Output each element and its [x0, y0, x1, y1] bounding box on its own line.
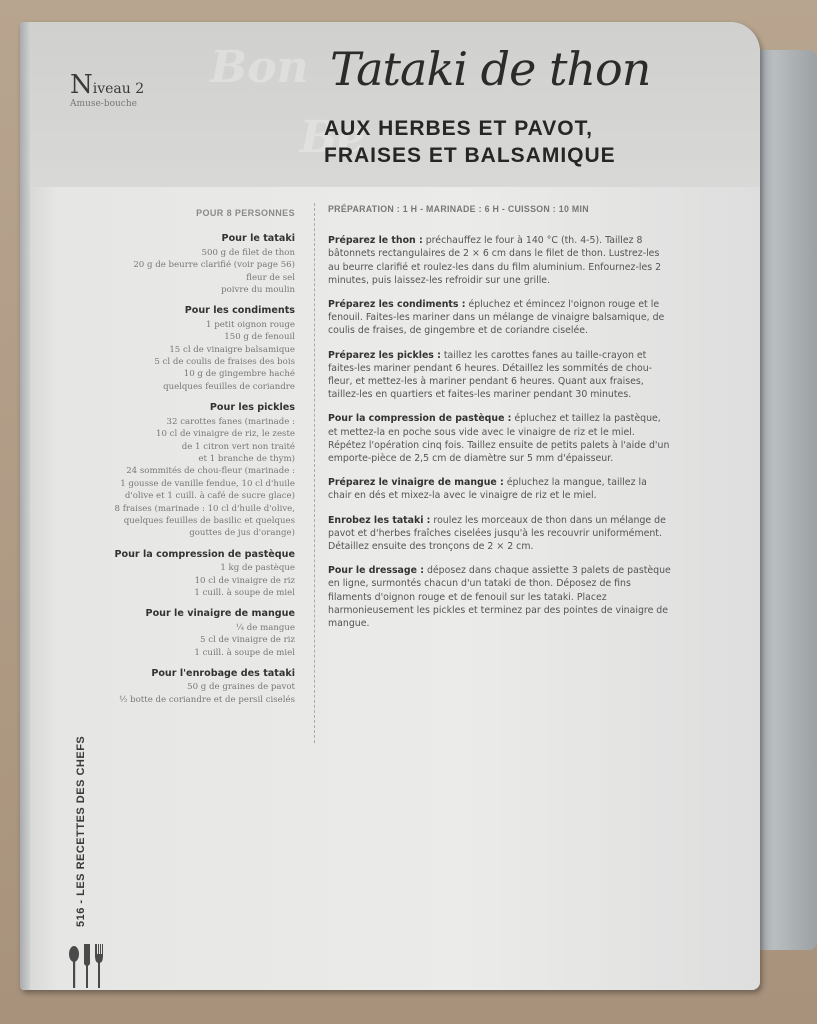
watermark-decoration: Be [300, 112, 366, 163]
servings-label: POUR 8 PERSONNES [196, 208, 295, 218]
ingredient-item: poivre du moulin [221, 285, 295, 296]
ingredient-group-heading: Pour l'enrobage des tataki [151, 668, 295, 679]
ingredient-item: 15 cl de vinaigre balsamique [169, 344, 295, 355]
step-label: Préparez les pickles : [328, 349, 441, 361]
step-label: Préparez le vinaigre de mangue : [328, 477, 504, 489]
method-step [328, 234, 673, 287]
book-page [20, 22, 760, 990]
page-spine [20, 22, 30, 990]
step-text: préchauffez le four à 140 °C (th. 4-5). Taillez 8 bâtonnets rectangulaires de 2 × 6 cm dans le filet de thon. Lustrez-les au beurre clarifié et roulez-les dans du film aluminium. Enfournez-les 2 minutes, puis laissez-les refroidir sur une grille. [328, 235, 662, 286]
ingredient-item: quelques feuilles de basilic et quelques [123, 515, 295, 526]
step-text: taillez les carottes fanes au taille-crayon et faites-les mariner pendant 6 heures. Détaillez les sommités de chou-fleur, et mettez-les à mariner pendant 6 heures. Quant aux fraises, taillez-les en quartiers et faites-les mariner pendant 30 minutes. [328, 349, 653, 401]
step-label: Pour le dressage : [328, 565, 424, 577]
recipe-subtitle [324, 115, 616, 169]
ingredient-item: 150 g de fenouil [224, 332, 295, 343]
method-step [328, 476, 673, 502]
ingredient-item: 50 g de graines de pavot [187, 682, 295, 693]
ingredient-item: 8 fraises (marinade : 10 cl d'huile d'olive, [114, 503, 295, 514]
cutlery-icon [66, 942, 106, 990]
ingredient-item: 1 gousse de vanille fendue, 10 cl d'huile [120, 478, 295, 489]
step-text: roulez les morceaux de thon dans un mélange de pavot et d'herbes fraîches ciselées jusqu'à les recouvrir uniformément. Détaillez ensuite des tronçons de 2 × 2 cm. [328, 514, 666, 553]
ingredient-item: d'olive et 1 cuill. à café de sucre glace) [124, 491, 295, 502]
ingredient-item: 10 g de gingembre haché [183, 369, 295, 380]
ingredient-item: 24 sommités de chou-fleur (marinade : [126, 466, 295, 477]
ingredient-item: quelques feuilles de coriandre [163, 381, 295, 392]
page-number-label: 516 - LES RECETTES DES CHEFS [75, 735, 87, 927]
step-label: Préparez les condiments : [328, 299, 466, 311]
method-step [328, 349, 673, 402]
ingredient-item: 10 cl de vinaigre de riz [194, 575, 295, 586]
ingredient-item: ¼ de mangue [235, 622, 295, 633]
ingredient-item: gouttes de jus d'orange) [189, 528, 295, 539]
ingredients-column [110, 207, 295, 706]
ingredient-group-heading: Pour les condiments [184, 305, 295, 317]
step-text: épluchez et émincez l'oignon rouge et le fenouil. Faites-les mariner dans un mélange de vinaigre balsamique, de coulis de fraises, de gingembre et de coriandre ciselée. [328, 299, 665, 337]
ingredient-item: 32 carottes fanes (marinade : [166, 416, 295, 427]
ingredient-item: 1 kg de pastèque [220, 563, 295, 574]
step-text: épluchez et taillez la pastèque, et mettez-la en poche sous vide avec le vinaigre de riz et le miel. Répétez l'opération cinq fois. Taillez ensuite de petits palets à l'aide d'un emporte-pièce de 2,5 cm de diamètre sur 5 mm d'épaisseur. [328, 413, 670, 465]
category-label: Amuse-bouche [70, 99, 137, 109]
watermark-decoration: Bon [210, 42, 309, 93]
level-text: iveau 2 [92, 81, 145, 97]
method-column [328, 203, 673, 641]
method-step [328, 298, 673, 338]
step-label: Pour la compression de pastèque : [328, 413, 512, 425]
ingredient-item: 10 cl de vinaigre de riz, le zeste [155, 429, 295, 440]
level-initial: N [70, 70, 93, 100]
ingredient-item: 5 cl de vinaigre de riz [200, 635, 295, 646]
step-label: Préparez le thon : [328, 235, 423, 247]
step-text: déposez dans chaque assiette 3 palets de pastèque en ligne, surmontés chacun d'un tataki de thon. Déposez de fins filaments d'oignon rouge et de fenouil sur les tataki. Placez harmonieusement les pickles et terminez par des pointes de vinaigre de mangue. [328, 565, 671, 630]
ingredient-item: 1 petit oignon rouge [206, 319, 295, 330]
ingredient-group-heading: Pour le tataki [221, 233, 295, 245]
subtitle-line-2: FRAISES ET BALSAMIQUE [324, 144, 616, 167]
ingredient-item: 5 cl de coulis de fraises des bois [154, 357, 295, 368]
ingredient-group-heading: Pour le vinaigre de mangue [145, 608, 295, 620]
ingredient-group-heading: Pour les pickles [209, 402, 295, 414]
ingredient-item: 500 g de filet de thon [201, 247, 295, 258]
level-indicator [70, 70, 144, 100]
recipe-title: Tataki de thon [330, 42, 651, 96]
method-step [328, 564, 673, 630]
ingredient-item: 20 g de beurre clarifié (voir page 56) [133, 260, 295, 271]
ingredient-item: 1 cuill. à soupe de miel [194, 587, 295, 598]
step-label: Enrobez les tataki : [328, 514, 431, 526]
timing-line: PRÉPARATION : 1 H - MARINADE : 6 H - CUISSON : 10 MIN [328, 204, 589, 214]
ingredient-item: et 1 branche de thym) [198, 453, 295, 464]
ingredient-item: ½ botte de coriandre et de persil ciselés [119, 694, 295, 705]
ingredient-group-heading: Pour la compression de pastèque [114, 548, 295, 560]
step-text: épluchez la mangue, taillez la chair en dés et mixez-la avec le vinaigre de riz et le miel. [328, 477, 647, 502]
method-step [328, 514, 673, 554]
subtitle-line-1: AUX HERBES ET PAVOT, [324, 117, 593, 140]
method-step [328, 412, 673, 465]
column-divider [314, 203, 315, 743]
ingredient-item: fleur de sel [246, 272, 295, 283]
ingredient-item: 1 cuill. à soupe de miel [194, 647, 295, 658]
ingredient-item: de 1 citron vert non traité [181, 441, 295, 452]
